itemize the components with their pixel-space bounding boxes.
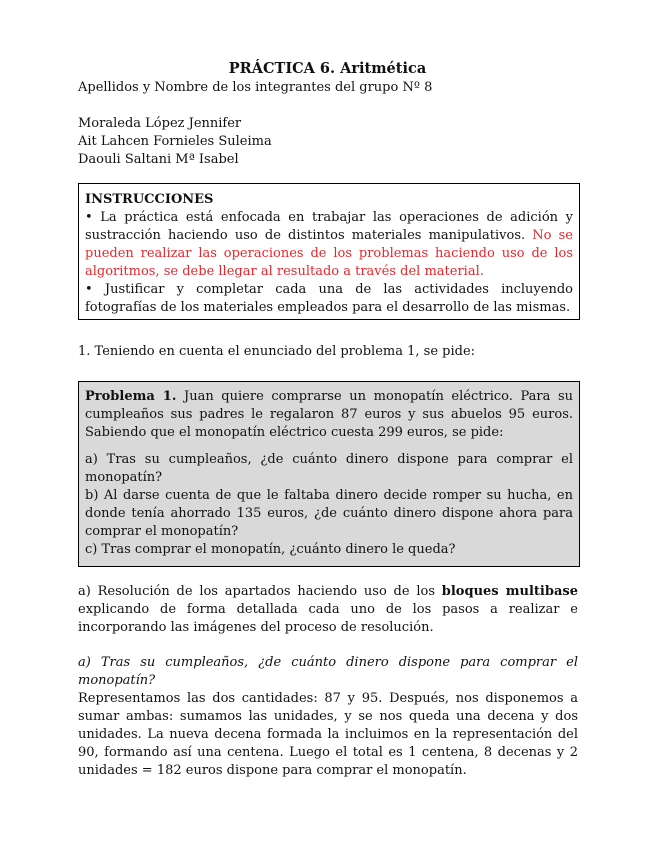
member-name: Ait Lahcen Fornieles Suleima: [78, 134, 272, 149]
page-title: PRÁCTICA 6. Aritmética: [228, 60, 427, 77]
instructions-item-1: [85, 209, 573, 281]
member-name: Daouli Saltani Mª Isabel: [78, 152, 239, 167]
question-1: 1. Teniendo en cuenta el enunciado del problema 1, se pide:: [78, 344, 476, 359]
member-name: Moraleda López Jennifer: [78, 116, 242, 131]
resolution-instructions: [78, 583, 578, 637]
instructions-box: [78, 183, 580, 320]
problem-statement-text: Juan quiere comprarse un monopatín eléctrico. Para su cumpleaños sus padres le regalaron 87 euros y sus abuelos 95 euros. Sabiendo que el monopatín eléctrico cuesta 299 euros, se pide:: [85, 389, 574, 440]
problem-part-b: b) Al darse cuenta de que le faltaba dinero decide romper su hucha, en donde tenía ahorrado 135 euros, ¿de cuánto dinero dispone ahora para comprar el monopatín?: [85, 488, 573, 539]
problem-statement: [85, 388, 573, 442]
answer-a: Representamos las dos cantidades: 87 y 95. Después, nos disponemos a sumar ambas: sumamos las unidades, y se nos queda una decena y dos unidades. La nueva decena formada la incluimos en la representación del 90, formando así una centena. Luego el total es 1 centena, 8 decenas y 2 unidades = 182 euros dispone para comprar el monopatín.: [78, 691, 578, 778]
instructions-heading: INSTRUCCIONES: [85, 192, 214, 207]
resolution-suffix: explicando de forma detallada cada uno de los pasos a realizar e incorporando las imágenes del proceso de resolución.: [78, 602, 578, 635]
resolution-bold: bloques multibase: [441, 584, 578, 599]
instructions-item-1-text: • La práctica está enfocada en trabajar las operaciones de adición y sustracción haciendo uso de distintos materiales manipulativos.: [85, 210, 573, 243]
subheading-a: a) Tras su cumpleaños, ¿de cuánto dinero dispone para comprar el monopatín?: [78, 655, 578, 688]
problem-box: [78, 381, 580, 567]
problem-part-c: c) Tras comprar el monopatín, ¿cuánto dinero le queda?: [85, 542, 456, 557]
instructions-warning: No se pueden realizar las operaciones de los problemas haciendo uso de los algoritmos, se debe llegar al resultado a través del material.: [85, 228, 573, 279]
problem-part-a: a) Tras su cumpleaños, ¿de cuánto dinero dispone para comprar el monopatín?: [85, 452, 573, 485]
instructions-item-2: • Justificar y completar cada una de las actividades incluyendo fotografías de los materiales empleados para el desarrollo de las mismas.: [85, 282, 573, 315]
problem-label: Problema 1.: [85, 389, 177, 404]
resolution-prefix: a) Resolución de los apartados haciendo uso de los: [78, 584, 435, 599]
group-line: Apellidos y Nombre de los integrantes del grupo Nº 8: [78, 80, 433, 95]
